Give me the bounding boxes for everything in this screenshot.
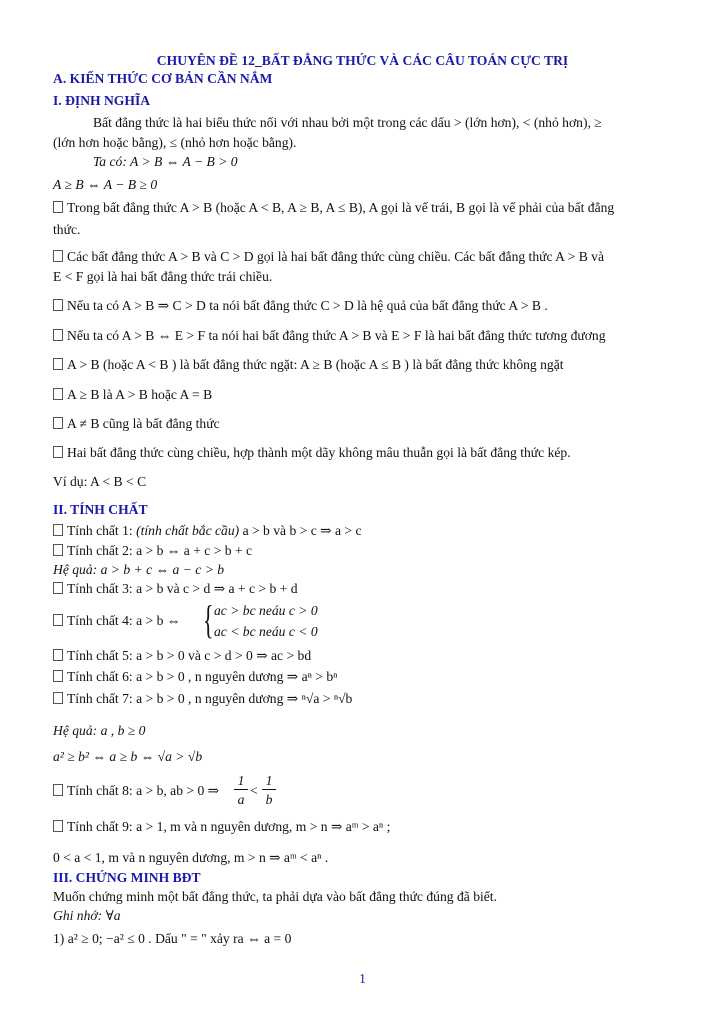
bullet-3 bbox=[53, 297, 548, 314]
bullet-2-cont: E < F gọi là hai bất đẳng thức trái chiều. bbox=[53, 269, 273, 284]
bullet-box-icon bbox=[53, 614, 63, 626]
bullet-7 bbox=[53, 415, 220, 432]
corollary-2-line-2: a² ≥ b² ⇔ a ≥ b ⇔ √a > √b bbox=[53, 749, 203, 764]
bullet-box-icon bbox=[53, 784, 63, 796]
fraction-1-numerator: 1 bbox=[234, 773, 248, 790]
corollary-2-expr: a , b ≥ 0 bbox=[100, 723, 146, 738]
bullet-7-text: A ≠ B cũng là bất đẳng thức bbox=[67, 416, 220, 431]
bullet-4 bbox=[53, 327, 606, 344]
property-4-case-1: ac > bc neáu c > 0 bbox=[214, 603, 318, 618]
bullet-box-icon bbox=[53, 524, 63, 536]
document-title: CHUYÊN ĐỀ 12_BẤT ĐẲNG THỨC VÀ CÁC CÂU TOÁN CỰC TRỊ bbox=[156, 53, 569, 68]
property-7-text: Tính chất 7: a > b > 0 , n nguyên dương ⇒ ⁿ√a > ⁿ√b bbox=[67, 691, 353, 706]
property-5-text: Tính chất 5: a > b > 0 và c > d > 0 ⇒ ac > bd bbox=[67, 648, 312, 663]
bullet-5 bbox=[53, 356, 564, 373]
bullet-1 bbox=[53, 199, 614, 216]
fraction-2-numerator: 1 bbox=[262, 773, 276, 790]
note-line: Ghi nhớ: ∀a bbox=[53, 908, 121, 923]
property-4-case-2: ac < bc neáu c < 0 bbox=[214, 624, 318, 639]
item-1: 1) a² ≥ 0; −a² ≤ 0 . Dấu " = " xảy ra ⇔ a = 0 bbox=[53, 931, 292, 946]
bullet-box-icon bbox=[53, 692, 63, 704]
fraction-less-than: < bbox=[250, 783, 258, 798]
property-3 bbox=[53, 580, 298, 597]
bullet-5-text: A > B (hoặc A < B ) là bất đẳng thức ngặt: A ≥ B (hoặc A ≤ B ) là bất đẳng thức không ngặt bbox=[67, 357, 564, 372]
property-5 bbox=[53, 647, 311, 664]
bullet-box-icon bbox=[53, 582, 63, 594]
bullet-6-text: A ≥ B là A > B hoặc A = B bbox=[67, 387, 213, 402]
bullet-1-text: Trong bất đẳng thức A > B (hoặc A < B, A ≥ B, A ≤ B), A gọi là vế trái, B gọi là vế phải của bất đẳng bbox=[67, 200, 615, 215]
corollary-1-expr: a > b + c ⇔ a − c > b bbox=[100, 562, 225, 577]
fraction-2-denominator: b bbox=[265, 792, 273, 807]
section-1-heading: I. ĐỊNH NGHĨA bbox=[53, 93, 151, 108]
example-line: Ví dụ: A < B < C bbox=[53, 474, 147, 489]
bullet-box-icon bbox=[53, 649, 63, 661]
section-a-heading: A. KIẾN THỨC CƠ BẢN CẦN NẮM bbox=[53, 71, 273, 86]
bullet-4-text: Nếu ta có A > B ⇔ E > F ta nói hai bất đẳng thức A > B và E > F là hai bất đẳng thức tương đương bbox=[67, 328, 606, 343]
property-1 bbox=[53, 522, 362, 539]
bullet-box-icon bbox=[53, 299, 63, 311]
bullet-8 bbox=[53, 444, 571, 461]
property-9-line-2: 0 < a < 1, m và n nguyên dương, m > n ⇒ aᵐ < aⁿ . bbox=[53, 850, 329, 865]
property-6 bbox=[53, 668, 337, 685]
section-2-heading: II. TÍNH CHẤT bbox=[53, 502, 148, 517]
bullet-1-cont: thức. bbox=[53, 222, 81, 237]
bullet-box-icon bbox=[53, 544, 63, 556]
property-3-text: Tính chất 3: a > b và c > d ⇒ a + c > b + d bbox=[67, 581, 298, 596]
section-3-heading: III. CHỨNG MINH BĐT bbox=[53, 870, 201, 885]
bullet-box-icon bbox=[53, 670, 63, 682]
definition-paragraph-cont: (lớn hơn hoặc bằng), ≤ (nhỏ hơn hoặc bằng). bbox=[53, 135, 297, 150]
bullet-box-icon bbox=[53, 417, 63, 429]
property-2 bbox=[53, 542, 252, 559]
bullet-box-icon bbox=[53, 358, 63, 370]
bullet-2 bbox=[53, 248, 604, 265]
definition-paragraph: Bất đẳng thức là hai biểu thức nối với nhau bởi một trong các dấu > (lớn hơn), < (nhỏ hơn), ≥ bbox=[93, 115, 602, 130]
bullet-box-icon bbox=[53, 329, 63, 341]
definition-ta-co: Ta có: A > B ⇔ A − B > 0 bbox=[93, 154, 238, 169]
bullet-3-text: Nếu ta có A > B ⇒ C > D ta nói bất đẳng thức C > D là hệ quả của bất đẳng thức A > B . bbox=[67, 298, 548, 313]
property-8 bbox=[53, 782, 219, 799]
property-4-label: Tính chất 4: a > b ⇔ bbox=[67, 613, 181, 628]
property-2-text: Tính chất 2: a > b ⇔ a + c > b + c bbox=[67, 543, 253, 558]
bullet-box-icon bbox=[53, 250, 63, 262]
property-4 bbox=[53, 612, 180, 629]
bullet-8-text: Hai bất đẳng thức cùng chiều, hợp thành một dãy không mâu thuẫn gọi là bất đẳng thức kép. bbox=[67, 445, 571, 460]
corollary-1 bbox=[53, 561, 224, 578]
bullet-box-icon bbox=[53, 820, 63, 832]
property-9 bbox=[53, 818, 390, 835]
property-1-label: Tính chất 1: bbox=[67, 523, 133, 538]
property-7 bbox=[53, 690, 352, 707]
property-8-label: Tính chất 8: a > b, ab > 0 ⇒ bbox=[67, 783, 220, 798]
property-1-note: (tính chất bắc cầu) bbox=[136, 523, 240, 538]
corollary-1-label: Hệ quả: bbox=[53, 562, 98, 577]
definition-line-2: A ≥ B ⇔ A − B ≥ 0 bbox=[53, 177, 158, 192]
fraction-1-denominator: a bbox=[237, 792, 245, 807]
bullet-box-icon bbox=[53, 201, 63, 213]
property-9-text: Tính chất 9: a > 1, m và n nguyên dương, m > n ⇒ aᵐ > aⁿ ; bbox=[67, 819, 391, 834]
property-6-text: Tính chất 6: a > b > 0 , n nguyên dương ⇒ aⁿ > bⁿ bbox=[67, 669, 338, 684]
bullet-2-text: Các bất đẳng thức A > B và C > D gọi là hai bất đẳng thức cùng chiều. Các bất đẳng thức A > B và bbox=[67, 249, 605, 264]
bullet-6 bbox=[53, 386, 212, 403]
corollary-2 bbox=[53, 722, 145, 739]
bullet-box-icon bbox=[53, 388, 63, 400]
corollary-2-label: Hệ quả: bbox=[53, 723, 98, 738]
property-1-expr: a > b và b > c ⇒ a > c bbox=[242, 523, 362, 538]
bullet-box-icon bbox=[53, 446, 63, 458]
page-number: 1 bbox=[359, 971, 366, 986]
brace-icon: { bbox=[203, 597, 214, 642]
proof-paragraph: Muốn chứng minh một bất đẳng thức, ta phải dựa vào bất đẳng thức đúng đã biết. bbox=[53, 889, 497, 904]
